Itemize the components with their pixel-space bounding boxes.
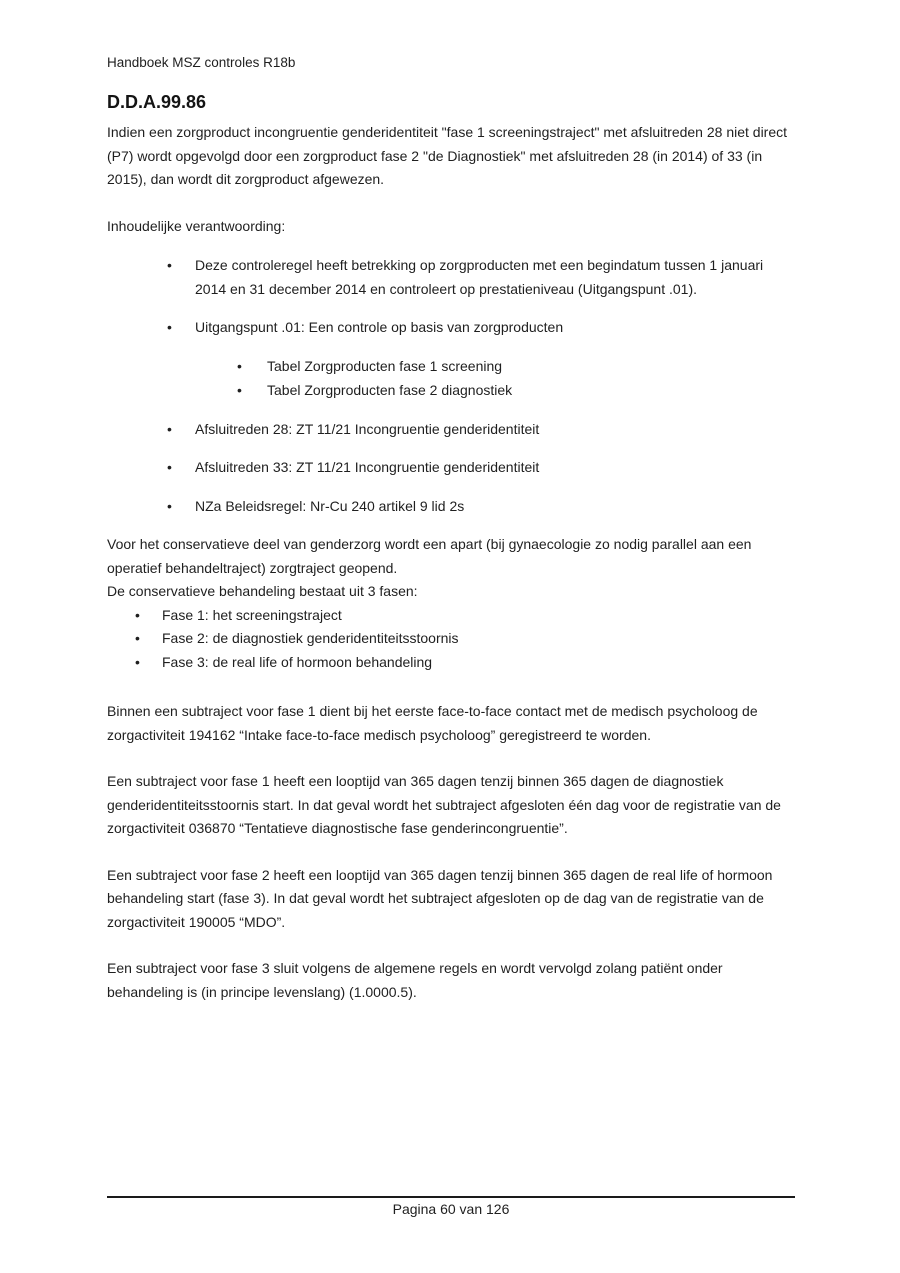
list-item: • Fase 1: het screeningstraject — [135, 604, 795, 628]
fase-list — [107, 604, 795, 675]
subtraject-fase3-paragraph: Een subtraject voor fase 3 sluit volgens de algemene regels en wordt vervolgd zolang patiënt onder behandeling is (in principe levenslang) (1.0000.5). — [107, 960, 723, 1000]
list-item: • Fase 3: de real life of hormoon behandeling — [135, 651, 795, 675]
uitgangspunt-sublist — [195, 355, 795, 403]
page-number: Pagina 60 van 126 — [392, 1201, 510, 1217]
list-item-text: Uitgangspunt .01: Een controle op basis van zorgproducten — [195, 319, 564, 335]
subtraject-fase2-paragraph: Een subtraject voor fase 2 heeft een looptijd van 365 dagen tenzij binnen 365 dagen de real life of hormoon behandeling start (fase 3). In dat geval wordt het subtraject afgesloten op de dag van de registratie van de zorgactiviteit 190005 “MDO”. — [107, 866, 773, 930]
binnen-subtraject-paragraph: Binnen een subtraject voor fase 1 dient bij het eerste face-to-face contact met de medisch psycholoog de zorgactiviteit 194162 “Intake face-to-face medisch psycholoog” geregistreerd te worden. — [107, 703, 758, 743]
conservatief-paragraph: Voor het conservatieve deel van genderzorg wordt een apart (bij gynaecologie zo nodig parallel aan een operatief behandeltraject) zorgtraject geopend. — [107, 536, 752, 576]
list-item: • Tabel Zorgproducten fase 1 screening — [237, 355, 795, 379]
list-item: • Afsluitreden 28: ZT 11/21 Incongruentie genderidentiteit — [167, 418, 795, 442]
list-item: • NZa Beleidsregel: Nr-Cu 240 artikel 9 lid 2s — [167, 495, 795, 519]
intro-paragraph: Indien een zorgproduct incongruentie genderidentiteit "fase 1 screeningstraject" met afsluitreden 28 niet direct (P7) wordt opgevolgd door een zorgproduct fase 2 "de Diagnostiek" met afsluitreden 28 (in 2014) of 33 (in 2015), dan wordt dit zorgproduct afgewezen. — [107, 124, 788, 187]
list-item: • Afsluitreden 33: ZT 11/21 Incongruentie genderidentiteit — [167, 456, 795, 480]
page-footer — [107, 1196, 795, 1218]
list-item — [167, 316, 795, 403]
section-title: D.D.A.99.86 — [107, 92, 207, 112]
running-header: Handboek MSZ controles R18b — [107, 55, 296, 70]
list-item: • Fase 2: de diagnostiek genderidentiteitsstoornis — [135, 627, 795, 651]
verantwoording-list — [107, 254, 795, 518]
list-item: • Deze controleregel heeft betrekking op zorgproducten met een begindatum tussen 1 januari 2014 en 31 december 2014 en controleert op prestatieniveau (Uitgangspunt .01). — [167, 254, 795, 301]
subtraject-fase1-paragraph: Een subtraject voor fase 1 heeft een looptijd van 365 dagen tenzij binnen 365 dagen de diagnostiek genderidentiteitsstoornis start. In dat geval wordt het subtraject afgesloten één dag voor de registratie van de zorgactiviteit 036870 “Tentatieve diagnostische fase genderincongruentie”. — [107, 773, 781, 836]
list-item: • Tabel Zorgproducten fase 2 diagnostiek — [237, 379, 795, 403]
verantwoording-heading: Inhoudelijke verantwoording: — [107, 217, 286, 234]
fasen-intro-line: De conservatieve behandeling bestaat uit 3 fasen: — [107, 583, 418, 599]
